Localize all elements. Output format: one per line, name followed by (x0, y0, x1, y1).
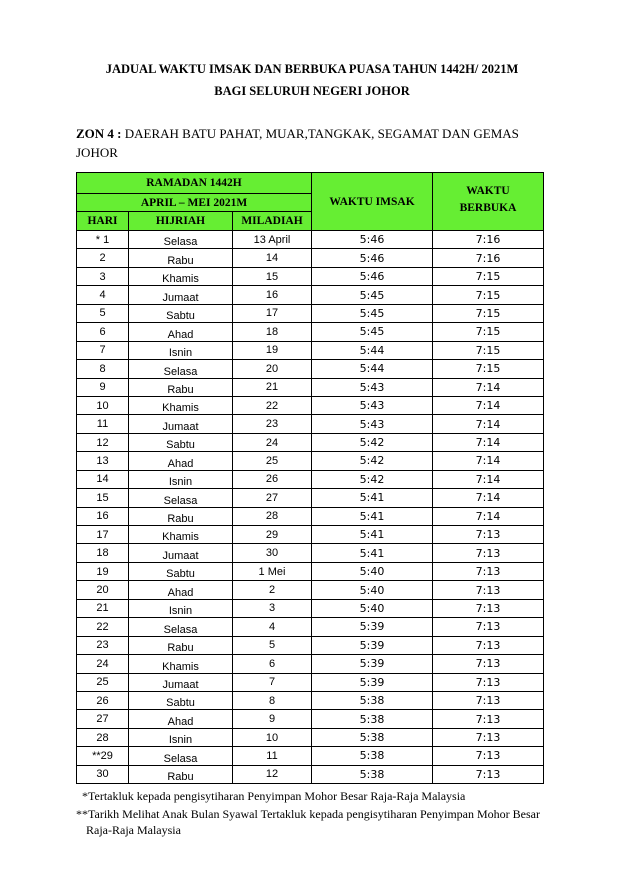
cell-hijriah-day: Rabu (129, 249, 233, 267)
cell-hijriah-day: Isnin (129, 470, 233, 488)
cell-berbuka-time: 7:13 (433, 673, 544, 691)
cell-berbuka-time: 7:15 (433, 304, 544, 322)
table-row (77, 452, 544, 470)
cell-hijriah-day: Selasa (129, 747, 233, 765)
cell-berbuka-time: 7:14 (433, 489, 544, 507)
cell-miladiah-date: 17 (233, 304, 312, 322)
cell-hari: 24 (77, 655, 129, 673)
cell-miladiah-date: 13 April (233, 231, 312, 249)
cell-imsak-time: 5:40 (312, 562, 433, 580)
cell-miladiah-date: 30 (233, 544, 312, 562)
header-hijriah: HIJRIAH (129, 212, 233, 231)
cell-berbuka-time: 7:15 (433, 286, 544, 304)
cell-berbuka-time: 7:13 (433, 636, 544, 654)
cell-imsak-time: 5:41 (312, 526, 433, 544)
cell-hijriah-day: Selasa (129, 489, 233, 507)
table-row (77, 267, 544, 285)
table-row (77, 470, 544, 488)
cell-hijriah-day: Jumaat (129, 544, 233, 562)
cell-hijriah-day: Jumaat (129, 415, 233, 433)
cell-hijriah-day: Isnin (129, 599, 233, 617)
cell-hijriah-day: Ahad (129, 452, 233, 470)
cell-hijriah-day: Rabu (129, 507, 233, 525)
table-row (77, 396, 544, 414)
cell-berbuka-time: 7:14 (433, 470, 544, 488)
cell-imsak-time: 5:43 (312, 396, 433, 414)
cell-berbuka-time: 7:14 (433, 433, 544, 451)
document-title-line2: BAGI SELURUH NEGERI JOHOR (214, 84, 410, 98)
cell-miladiah-date: 23 (233, 415, 312, 433)
cell-miladiah-date: 4 (233, 618, 312, 636)
table-row (77, 526, 544, 544)
cell-imsak-time: 5:45 (312, 304, 433, 322)
header-berbuka-line2: BERBUKA (459, 201, 517, 214)
cell-hari: **29 (77, 747, 129, 765)
cell-berbuka-time: 7:13 (433, 526, 544, 544)
cell-imsak-time: 5:38 (312, 765, 433, 783)
cell-hijriah-day: Ahad (129, 581, 233, 599)
cell-imsak-time: 5:40 (312, 581, 433, 599)
cell-imsak-time: 5:44 (312, 360, 433, 378)
cell-imsak-time: 5:46 (312, 267, 433, 285)
cell-hijriah-day: Jumaat (129, 286, 233, 304)
cell-miladiah-date: 11 (233, 747, 312, 765)
cell-berbuka-time: 7:16 (433, 231, 544, 249)
cell-miladiah-date: 5 (233, 636, 312, 654)
cell-imsak-time: 5:39 (312, 636, 433, 654)
cell-miladiah-date: 26 (233, 470, 312, 488)
header-ramadan: RAMADAN 1442H (77, 173, 312, 194)
cell-hijriah-day: Isnin (129, 728, 233, 746)
header-berbuka-line1: WAKTU (466, 184, 510, 197)
cell-hijriah-day: Rabu (129, 765, 233, 783)
footnote-2 (76, 806, 546, 838)
table-row (77, 286, 544, 304)
cell-hari: 9 (77, 378, 129, 396)
cell-hari: 23 (77, 636, 129, 654)
cell-hijriah-day: Ahad (129, 710, 233, 728)
cell-imsak-time: 5:41 (312, 507, 433, 525)
header-hari: HARI (77, 212, 129, 231)
cell-miladiah-date: 21 (233, 378, 312, 396)
table-row (77, 415, 544, 433)
cell-miladiah-date: 28 (233, 507, 312, 525)
cell-berbuka-time: 7:15 (433, 360, 544, 378)
cell-miladiah-date: 1 Mei (233, 562, 312, 580)
cell-imsak-time: 5:46 (312, 249, 433, 267)
cell-hijriah-day: Khamis (129, 396, 233, 414)
cell-imsak-time: 5:39 (312, 618, 433, 636)
header-period: APRIL – MEI 2021M (77, 194, 312, 212)
cell-hijriah-day: Khamis (129, 526, 233, 544)
cell-hari: * 1 (77, 231, 129, 249)
cell-berbuka-time: 7:13 (433, 728, 544, 746)
header-miladiah: MILADIAH (233, 212, 312, 231)
cell-miladiah-date: 10 (233, 728, 312, 746)
cell-hari: 30 (77, 765, 129, 783)
cell-imsak-time: 5:43 (312, 415, 433, 433)
cell-berbuka-time: 7:13 (433, 544, 544, 562)
cell-hari: 8 (77, 360, 129, 378)
cell-miladiah-date: 22 (233, 396, 312, 414)
cell-hari: 28 (77, 728, 129, 746)
cell-berbuka-time: 7:16 (433, 249, 544, 267)
cell-imsak-time: 5:39 (312, 673, 433, 691)
cell-hari: 5 (77, 304, 129, 322)
cell-hijriah-day: Isnin (129, 341, 233, 359)
table-row (77, 691, 544, 709)
cell-berbuka-time: 7:14 (433, 452, 544, 470)
cell-miladiah-date: 27 (233, 489, 312, 507)
cell-hijriah-day: Sabtu (129, 433, 233, 451)
cell-hijriah-day: Sabtu (129, 562, 233, 580)
cell-hari: 15 (77, 489, 129, 507)
cell-hijriah-day: Sabtu (129, 691, 233, 709)
cell-miladiah-date: 18 (233, 323, 312, 341)
cell-hari: 4 (77, 286, 129, 304)
cell-imsak-time: 5:46 (312, 231, 433, 249)
document-title-line1: JADUAL WAKTU IMSAK DAN BERBUKA PUASA TAHUN 1442H/ 2021M (105, 62, 519, 76)
zone-label: ZON 4 : (76, 126, 122, 141)
cell-hijriah-day: Sabtu (129, 304, 233, 322)
cell-miladiah-date: 16 (233, 286, 312, 304)
cell-hari: 19 (77, 562, 129, 580)
cell-hijriah-day: Rabu (129, 378, 233, 396)
cell-hari: 27 (77, 710, 129, 728)
cell-hari: 22 (77, 618, 129, 636)
cell-hari: 18 (77, 544, 129, 562)
zone-text-line2: JOHOR (76, 145, 118, 160)
cell-hari: 17 (77, 526, 129, 544)
cell-miladiah-date: 6 (233, 655, 312, 673)
cell-berbuka-time: 7:14 (433, 396, 544, 414)
cell-miladiah-date: 12 (233, 765, 312, 783)
table-row (77, 304, 544, 322)
cell-hari: 13 (77, 452, 129, 470)
table-row (77, 673, 544, 691)
schedule-rows (77, 231, 544, 784)
cell-imsak-time: 5:42 (312, 470, 433, 488)
cell-berbuka-time: 7:13 (433, 599, 544, 617)
cell-hari: 2 (77, 249, 129, 267)
cell-berbuka-time: 7:13 (433, 747, 544, 765)
footnote-1: *Tertakluk kepada pengisytiharan Penyimpan Mohor Besar Raja-Raja Malaysia (82, 789, 466, 803)
zone-text-line1: DAERAH BATU PAHAT, MUAR,TANGKAK, SEGAMAT DAN GEMAS (121, 126, 519, 141)
table-row (77, 323, 544, 341)
cell-imsak-time: 5:40 (312, 599, 433, 617)
cell-hari: 11 (77, 415, 129, 433)
cell-hari: 7 (77, 341, 129, 359)
cell-miladiah-date: 24 (233, 433, 312, 451)
footnote-2-line2: Raja-Raja Malaysia (86, 823, 181, 837)
table-row (77, 489, 544, 507)
cell-imsak-time: 5:45 (312, 286, 433, 304)
cell-imsak-time: 5:42 (312, 452, 433, 470)
cell-hari: 3 (77, 267, 129, 285)
cell-berbuka-time: 7:13 (433, 562, 544, 580)
cell-hijriah-day: Jumaat (129, 673, 233, 691)
cell-hijriah-day: Selasa (129, 231, 233, 249)
table-row (77, 378, 544, 396)
cell-berbuka-time: 7:13 (433, 710, 544, 728)
cell-hijriah-day: Khamis (129, 267, 233, 285)
cell-imsak-time: 5:38 (312, 710, 433, 728)
cell-hari: 25 (77, 673, 129, 691)
cell-berbuka-time: 7:13 (433, 581, 544, 599)
cell-miladiah-date: 3 (233, 599, 312, 617)
cell-imsak-time: 5:43 (312, 378, 433, 396)
table-row (77, 433, 544, 451)
zone-description (76, 124, 556, 162)
table-row (77, 728, 544, 746)
cell-berbuka-time: 7:14 (433, 415, 544, 433)
cell-miladiah-date: 8 (233, 691, 312, 709)
table-row (77, 231, 544, 249)
cell-miladiah-date: 14 (233, 249, 312, 267)
table-row (77, 562, 544, 580)
cell-imsak-time: 5:38 (312, 691, 433, 709)
table-row (77, 249, 544, 267)
cell-hijriah-day: Rabu (129, 636, 233, 654)
cell-berbuka-time: 7:13 (433, 765, 544, 783)
table-row (77, 581, 544, 599)
cell-miladiah-date: 2 (233, 581, 312, 599)
cell-hijriah-day: Selasa (129, 618, 233, 636)
cell-imsak-time: 5:39 (312, 655, 433, 673)
header-berbuka (433, 173, 544, 231)
cell-hari: 20 (77, 581, 129, 599)
table-row (77, 765, 544, 783)
cell-berbuka-time: 7:13 (433, 655, 544, 673)
cell-miladiah-date: 15 (233, 267, 312, 285)
footnote-2-line1: **Tarikh Melihat Anak Bulan Syawal Tertakluk kepada pengisytiharan Penyimpan Mohor Besar (76, 807, 540, 821)
cell-berbuka-time: 7:14 (433, 507, 544, 525)
cell-berbuka-time: 7:15 (433, 341, 544, 359)
cell-berbuka-time: 7:15 (433, 323, 544, 341)
cell-miladiah-date: 29 (233, 526, 312, 544)
cell-hari: 21 (77, 599, 129, 617)
table-row (77, 618, 544, 636)
cell-imsak-time: 5:45 (312, 323, 433, 341)
cell-berbuka-time: 7:13 (433, 691, 544, 709)
header-imsak: WAKTU IMSAK (312, 173, 433, 231)
cell-hari: 16 (77, 507, 129, 525)
cell-hijriah-day: Selasa (129, 360, 233, 378)
table-row (77, 599, 544, 617)
cell-hari: 14 (77, 470, 129, 488)
table-row (77, 710, 544, 728)
table-row (77, 747, 544, 765)
table-row (77, 507, 544, 525)
cell-hijriah-day: Ahad (129, 323, 233, 341)
cell-imsak-time: 5:42 (312, 433, 433, 451)
table-row (77, 655, 544, 673)
cell-imsak-time: 5:44 (312, 341, 433, 359)
cell-imsak-time: 5:41 (312, 489, 433, 507)
table-row (77, 360, 544, 378)
cell-imsak-time: 5:41 (312, 544, 433, 562)
cell-berbuka-time: 7:13 (433, 618, 544, 636)
cell-miladiah-date: 20 (233, 360, 312, 378)
table-row (77, 636, 544, 654)
schedule-table (76, 172, 544, 784)
cell-hari: 12 (77, 433, 129, 451)
cell-miladiah-date: 19 (233, 341, 312, 359)
cell-miladiah-date: 9 (233, 710, 312, 728)
cell-hijriah-day: Khamis (129, 655, 233, 673)
cell-hari: 6 (77, 323, 129, 341)
cell-miladiah-date: 25 (233, 452, 312, 470)
cell-imsak-time: 5:38 (312, 728, 433, 746)
cell-berbuka-time: 7:15 (433, 267, 544, 285)
table-row (77, 544, 544, 562)
cell-miladiah-date: 7 (233, 673, 312, 691)
table-row (77, 341, 544, 359)
cell-hari: 26 (77, 691, 129, 709)
cell-imsak-time: 5:38 (312, 747, 433, 765)
cell-berbuka-time: 7:14 (433, 378, 544, 396)
cell-hari: 10 (77, 396, 129, 414)
